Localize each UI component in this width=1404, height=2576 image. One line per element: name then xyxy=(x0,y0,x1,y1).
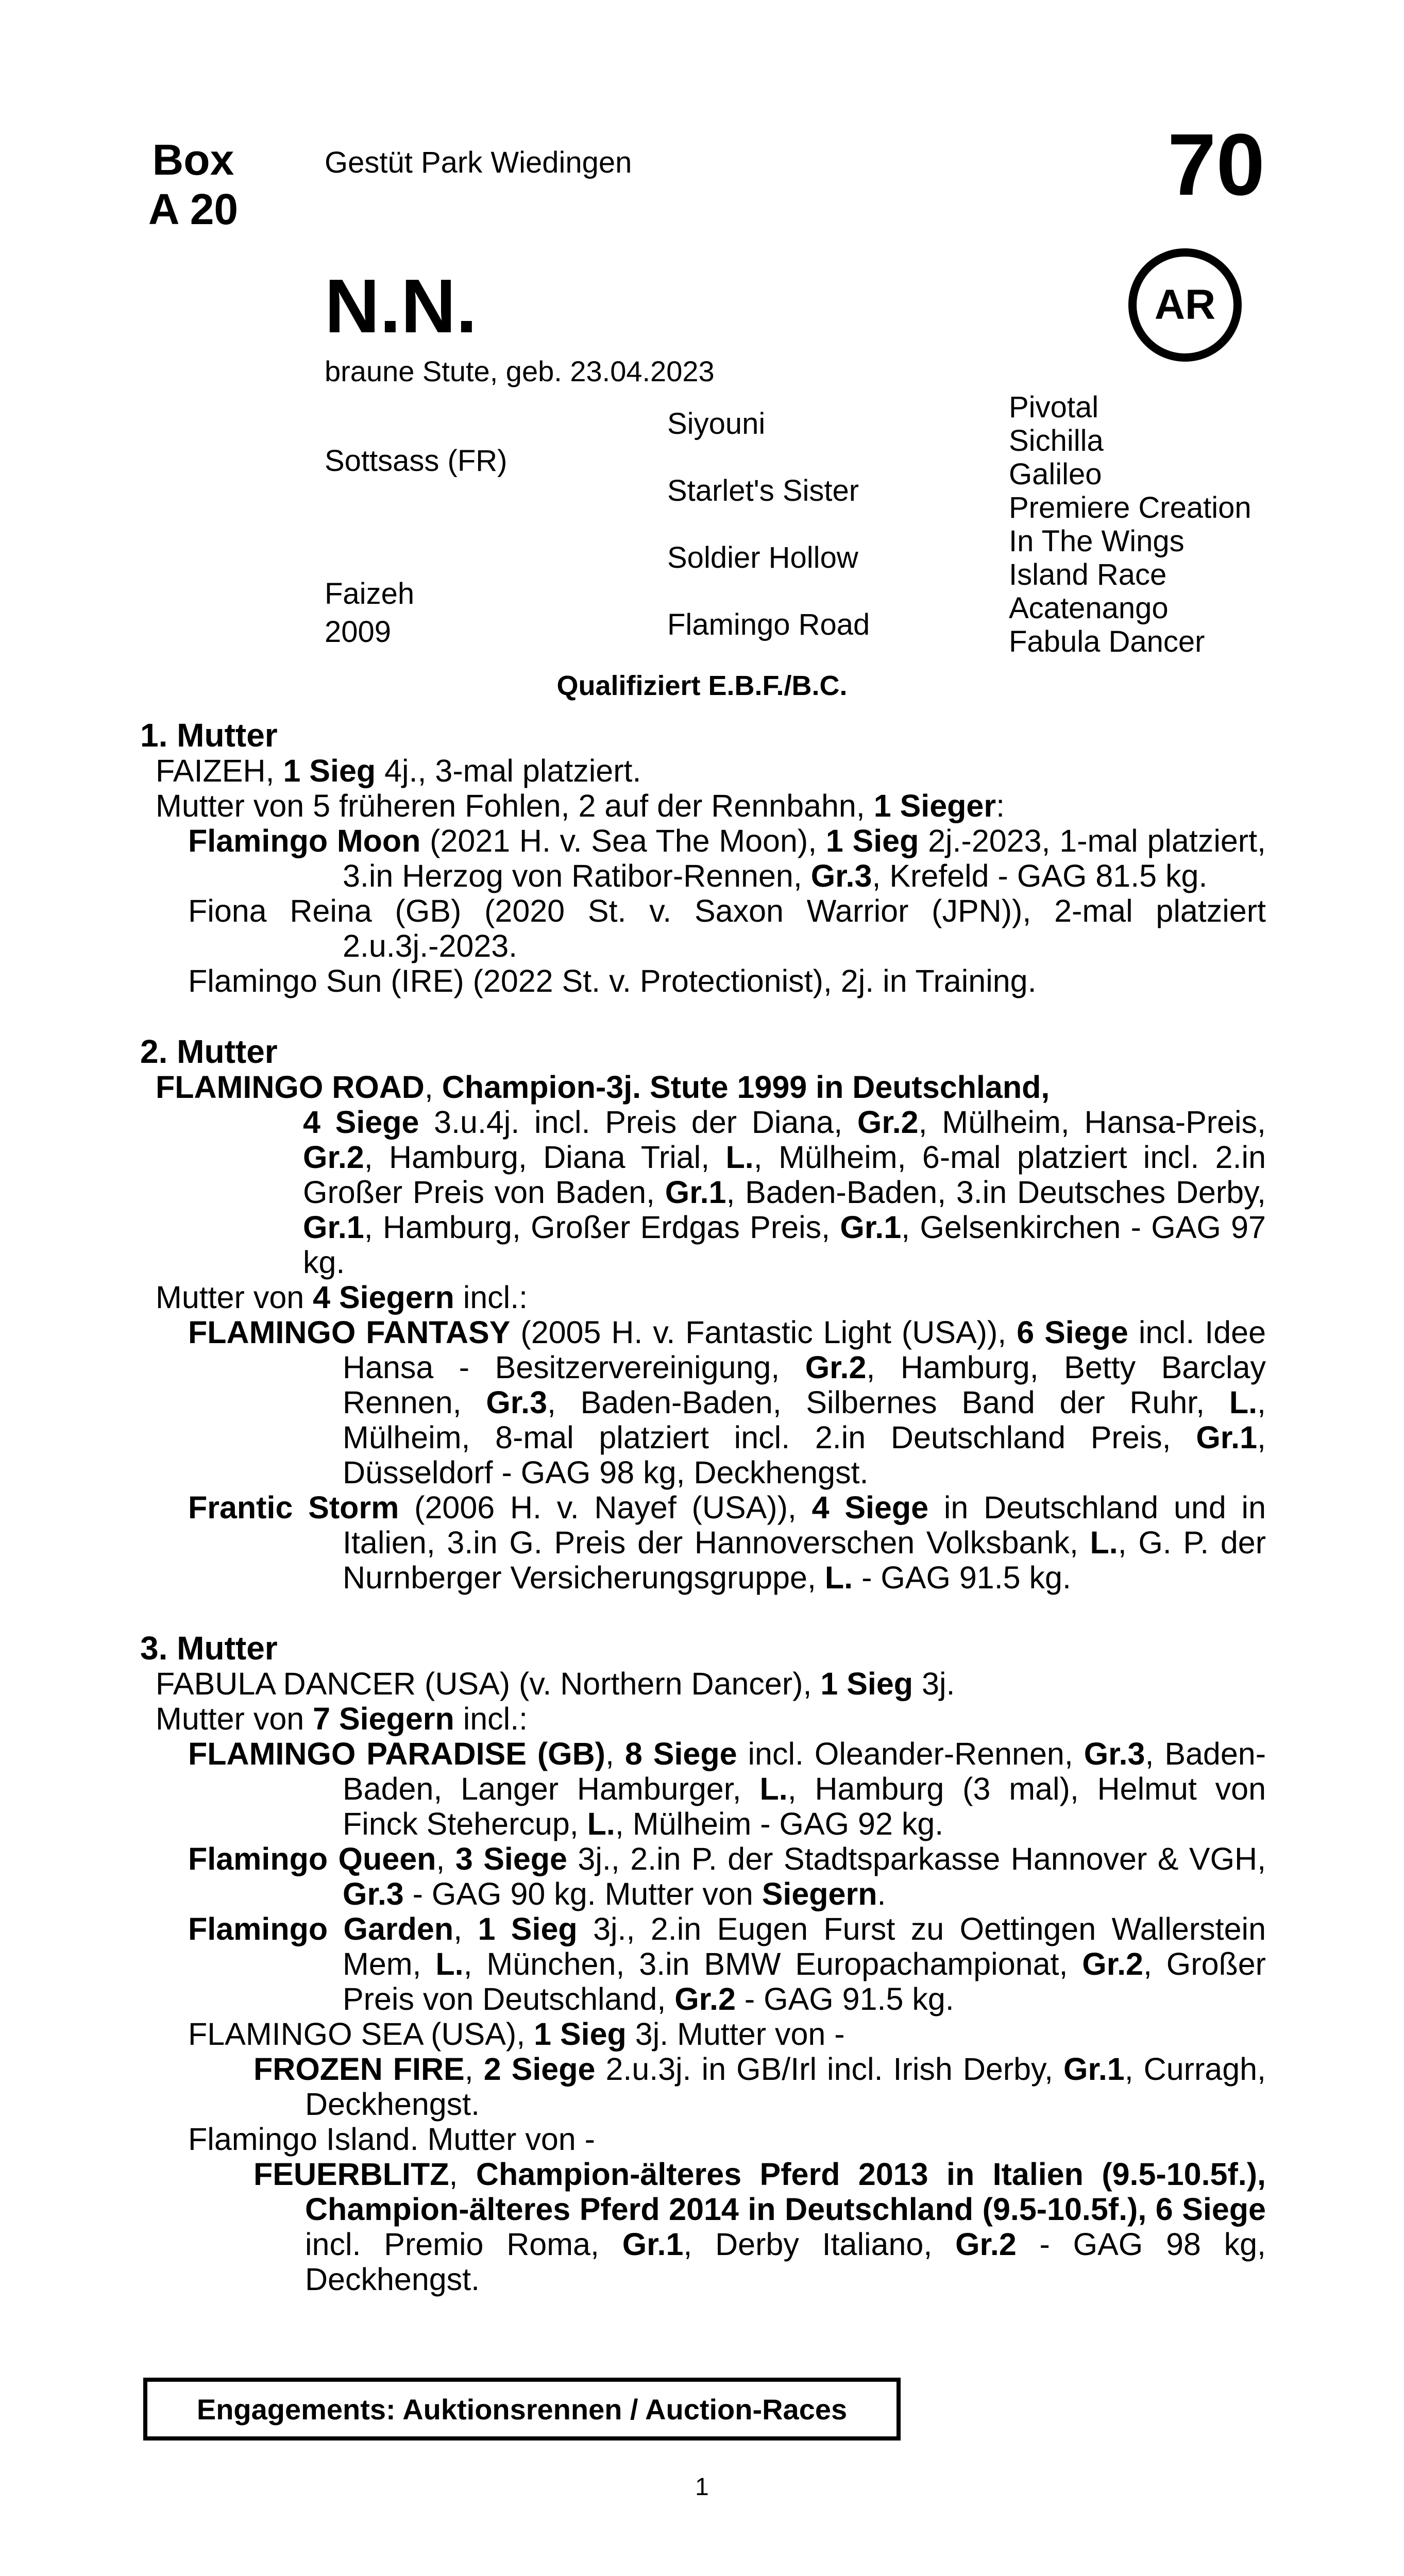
pedigree-dam-dam: Flamingo Road xyxy=(667,608,870,641)
family-text xyxy=(140,717,1266,2297)
pedigree-dam: Faizeh xyxy=(325,577,415,611)
third-dam-heading: 3. Mutter xyxy=(140,1630,278,1667)
pedigree-ggp: Galileo xyxy=(1009,457,1102,491)
second-dam-heading: 2. Mutter xyxy=(140,1033,278,1070)
pedigree-ggp: In The Wings xyxy=(1009,524,1185,558)
qualification: Qualifiziert E.B.F./B.C. xyxy=(556,670,848,701)
list-item: Fiona Reina (GB) (2020 St. v. Saxon Warrior (JPN)), 2-mal platziert 2.u.3j.-2023. xyxy=(188,893,1266,963)
pedigree-ggp: Sichilla xyxy=(1009,424,1104,457)
horse-name: N.N. xyxy=(325,264,477,349)
list-item: FLAMINGO SEA (USA), 1 Sieg 3j. Mutter von - xyxy=(188,2016,845,2052)
third-dam-produce: Mutter von 7 Siegern incl.: xyxy=(156,1701,528,1736)
second-dam-title: FLAMINGO ROAD, Champion-3j. Stute 1999 in Deutschland, xyxy=(156,1070,1050,1105)
pedigree-sire-sire: Siyouni xyxy=(667,407,766,440)
ar-badge: AR xyxy=(1128,248,1242,362)
pedigree-ggp: Premiere Creation xyxy=(1009,491,1251,524)
studfarm-name: Gestüt Park Wiedingen xyxy=(325,146,632,179)
list-item: Flamingo Garden, 1 Sieg 3j., 2.in Eugen Furst zu Oettingen Wallerstein Mem, L., München, 3.in BMW Europachampionat, Gr.2, Großer Preis von Deutschland, Gr.2 - GAG 91.5 kg. xyxy=(188,1911,1266,2016)
second-dam-record: 4 Siege 3.u.4j. incl. Preis der Diana, Gr.2, Mülheim, Hansa-Preis, Gr.2, Hamburg, Diana Trial, L., Mülheim, 6-mal platziert incl. 2.in Großer Preis von Baden, Gr.1, Baden-Baden, 3.in Deutsches Derby, Gr.1, Hamburg, Großer Erdgas Preis, Gr.1, Gelsenkirchen - GAG 97 kg. xyxy=(303,1105,1266,1280)
list-item: FLAMINGO PARADISE (GB), 8 Siege incl. Oleander-Rennen, Gr.3, Baden-Baden, Langer Hamburger, L., Hamburg (3 mal), Helmut von Finck Stehercup, L., Mülheim - GAG 92 kg. xyxy=(188,1736,1266,1841)
page-number: 1 xyxy=(695,2473,709,2501)
second-dam-produce: Mutter von 4 Siegern incl.: xyxy=(156,1280,528,1315)
pedigree-ggp: Fabula Dancer xyxy=(1009,625,1205,658)
pedigree-ggp: Island Race xyxy=(1009,558,1167,591)
list-item: FROZEN FIRE, 2 Siege 2.u.3j. in GB/Irl incl. Irish Derby, Gr.1, Curragh, Deckhengst. xyxy=(253,2052,1266,2122)
third-dam-line: FABULA DANCER (USA) (v. Northern Dancer), 1 Sieg 3j. xyxy=(156,1666,955,1701)
list-item: Flamingo Island. Mutter von - xyxy=(188,2122,595,2157)
list-item: FLAMINGO FANTASY (2005 H. v. Fantastic Light (USA)), 6 Siege incl. Idee Hansa - Besitzervereinigung, Gr.2, Hamburg, Betty Barclay Rennen, Gr.3, Baden-Baden, Silbernes Band der Ruhr, L., Mülheim, 8-mal platziert incl. 2.in Deutschland Preis, Gr.1, Düsseldorf - GAG 98 kg, Deckhengst. xyxy=(188,1315,1266,1490)
pedigree-sire-dam: Starlet's Sister xyxy=(667,474,859,507)
list-item: FEUERBLITZ, Champion-älteres Pferd 2013 in Italien (9.5-10.5f.), Champion-älteres Pferd 2014 in Deutschland (9.5-10.5f.), 6 Siege incl. Premio Roma, Gr.1, Derby Italiano, Gr.2 - GAG 98 kg, Deckhengst. xyxy=(253,2157,1266,2297)
pedigree-dam-sire: Soldier Hollow xyxy=(667,541,858,574)
box-value: A 20 xyxy=(148,185,239,233)
list-item: Flamingo Queen, 3 Siege 3j., 2.in P. der Stadtsparkasse Hannover & VGH, Gr.3 - GAG 90 kg. Mutter von Siegern. xyxy=(188,1841,1266,1911)
pedigree-ggp: Pivotal xyxy=(1009,391,1099,424)
horse-description: braune Stute, geb. 23.04.2023 xyxy=(325,355,715,387)
pedigree-ggp: Acatenango xyxy=(1009,591,1169,625)
box-label: Box xyxy=(152,135,234,184)
list-item: Frantic Storm (2006 H. v. Nayef (USA)), 4 Siege in Deutschland und in Italien, 3.in G. Preis der Hannoverschen Volksbank, L., G. P. der Nurnberger Versicherungsgruppe, L. - GAG 91.5 kg. xyxy=(188,1490,1266,1595)
list-item: Flamingo Sun (IRE) (2022 St. v. Protectionist), 2j. in Training. xyxy=(188,963,1037,998)
first-dam-heading: 1. Mutter xyxy=(140,717,278,754)
engagements-box: Engagements: Auktionsrennen / Auction-Races xyxy=(143,2378,901,2441)
list-item: Flamingo Moon (2021 H. v. Sea The Moon), 1 Sieg 2j.-2023, 1-mal platziert, 3.in Herzog von Ratibor-Rennen, Gr.3, Krefeld - GAG 81.5 kg. xyxy=(188,823,1266,893)
pedigree-sire: Sottsass (FR) xyxy=(325,444,508,478)
first-dam-line: FAIZEH, 1 Sieg 4j., 3-mal platziert. xyxy=(156,753,641,788)
lot-number: 70 xyxy=(1167,116,1265,214)
box-number xyxy=(131,135,255,234)
first-dam-produce: Mutter von 5 früheren Fohlen, 2 auf der Rennbahn, 1 Sieger: xyxy=(156,788,1005,823)
pedigree-dam-year: 2009 xyxy=(325,615,392,649)
